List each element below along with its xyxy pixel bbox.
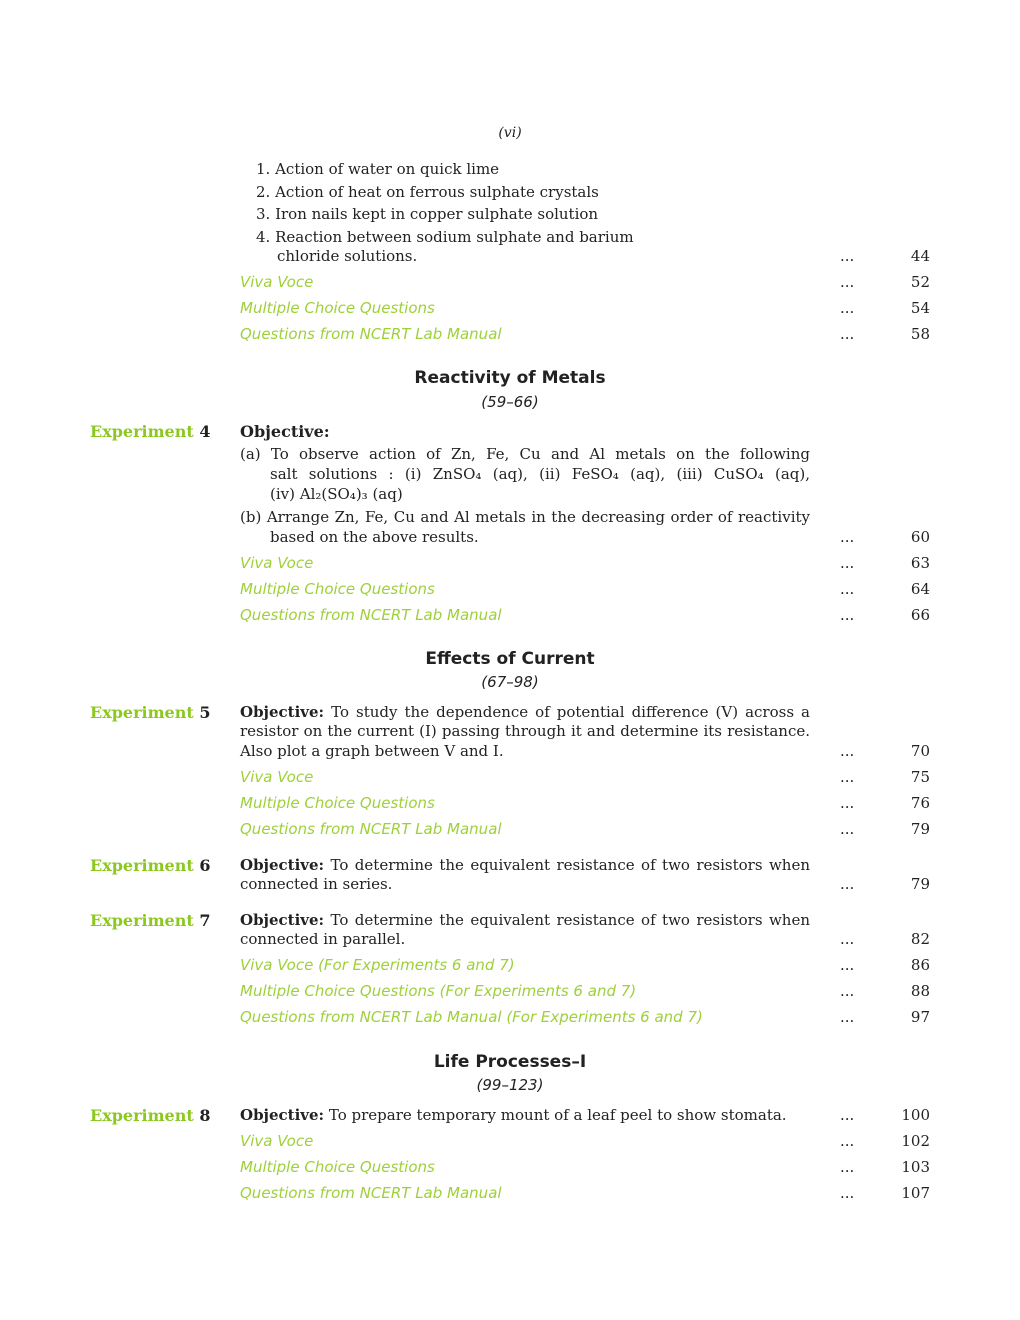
leader-dots: ... xyxy=(840,325,855,343)
objective-text: (a) To observe action of Zn, Fe, Cu and Al metals on the following xyxy=(240,445,810,463)
objective-text: Also plot a graph between V and I. xyxy=(240,742,504,760)
leader-dots: ... xyxy=(840,528,855,546)
objective-text: connected in parallel. xyxy=(240,930,406,948)
page-number: 75 xyxy=(910,768,930,786)
page-number: 70 xyxy=(910,742,930,760)
page-number: 107 xyxy=(901,1184,930,1202)
leader-dots: ... xyxy=(840,1184,855,1202)
viva-voce-link[interactable]: Viva Voce xyxy=(240,1132,314,1150)
section-title: Life Processes–I xyxy=(433,1052,587,1072)
objective-text: Objective: To determine the equivalent resistance of two resistors when xyxy=(240,856,810,874)
leader-dots: ... xyxy=(840,742,855,760)
mcq-link[interactable]: Multiple Choice Questions xyxy=(240,580,435,598)
leader-dots: ... xyxy=(840,247,855,265)
leader-dots: ... xyxy=(840,875,855,893)
page-number: 102 xyxy=(901,1132,930,1150)
leader-dots: ... xyxy=(840,554,855,572)
page-number: 103 xyxy=(901,1158,930,1176)
viva-voce-link[interactable]: Viva Voce xyxy=(240,768,314,786)
leader-dots: ... xyxy=(840,820,855,838)
experiment-label: Experiment 5 xyxy=(90,703,211,722)
viva-voce-link[interactable]: Viva Voce xyxy=(240,273,314,291)
section-range: (99–123) xyxy=(476,1076,544,1094)
section-title: Reactivity of Metals xyxy=(414,368,606,388)
page-number: 82 xyxy=(910,930,930,948)
leader-dots: ... xyxy=(840,1158,855,1176)
ncert-questions-link[interactable]: Questions from NCERT Lab Manual xyxy=(240,1184,502,1202)
experiment-label: Experiment 8 xyxy=(90,1106,211,1125)
leader-dots: ... xyxy=(840,580,855,598)
objective-text: (b) Arrange Zn, Fe, Cu and Al metals in the decreasing order of reactivity xyxy=(240,508,810,526)
leader-dots: ... xyxy=(840,768,855,786)
page-number: 64 xyxy=(910,580,930,598)
objective-text: connected in series. xyxy=(240,875,393,893)
leader-dots: ... xyxy=(840,273,855,291)
leader-dots: ... xyxy=(840,794,855,812)
page-number: 66 xyxy=(910,606,930,624)
page-number: 97 xyxy=(910,1008,930,1026)
page-number: 44 xyxy=(910,247,930,265)
leader-dots: ... xyxy=(840,956,855,974)
ncert-questions-link[interactable]: Questions from NCERT Lab Manual xyxy=(240,325,502,343)
page-number: 52 xyxy=(910,273,930,291)
viva-voce-link[interactable]: Viva Voce xyxy=(240,554,314,572)
ncert-questions-link[interactable]: Questions from NCERT Lab Manual (For Experiments 6 and 7) xyxy=(240,1008,703,1026)
leader-dots: ... xyxy=(840,299,855,317)
toc-list-item: 2. Action of heat on ferrous sulphate crystals xyxy=(256,183,599,201)
objective-heading: Objective: xyxy=(240,422,330,441)
leader-dots: ... xyxy=(840,982,855,1000)
page-number: 100 xyxy=(901,1106,930,1124)
experiment-label: Experiment 6 xyxy=(90,856,211,875)
toc-list-item: 4. Reaction between sodium sulphate and barium xyxy=(256,228,634,246)
viva-voce-link[interactable]: Viva Voce (For Experiments 6 and 7) xyxy=(240,956,515,974)
page-folio: (vi) xyxy=(498,125,522,141)
toc-list-item: 3. Iron nails kept in copper sulphate solution xyxy=(256,205,599,223)
section-range: (67–98) xyxy=(481,673,539,691)
objective-text: salt solutions : (i) ZnSO₄ (aq), (ii) FeSO₄ (aq), (iii) CuSO₄ (aq), xyxy=(270,465,810,483)
page-number: 60 xyxy=(910,528,930,546)
section-title: Effects of Current xyxy=(425,649,595,669)
objective-text: based on the above results. xyxy=(270,528,479,546)
mcq-link[interactable]: Multiple Choice Questions xyxy=(240,794,435,812)
page-number: 63 xyxy=(910,554,930,572)
ncert-questions-link[interactable]: Questions from NCERT Lab Manual xyxy=(240,820,502,838)
leader-dots: ... xyxy=(840,1008,855,1026)
leader-dots: ... xyxy=(840,930,855,948)
mcq-link[interactable]: Multiple Choice Questions xyxy=(240,1158,435,1176)
page-number: 58 xyxy=(910,325,930,343)
toc-list-item: 1. Action of water on quick lime xyxy=(256,160,500,178)
section-range: (59–66) xyxy=(481,393,539,411)
page-number: 76 xyxy=(910,794,930,812)
objective-text: (iv) Al₂(SO₄)₃ (aq) xyxy=(270,485,403,503)
ncert-questions-link[interactable]: Questions from NCERT Lab Manual xyxy=(240,606,502,624)
experiment-label: Experiment 7 xyxy=(90,911,211,930)
mcq-link[interactable]: Multiple Choice Questions (For Experiments 6 and 7) xyxy=(240,982,637,1000)
objective-text: resistor on the current (I) passing through it and determine its resistance. xyxy=(240,722,810,740)
objective-text: Objective: To prepare temporary mount of a leaf peel to show stomata. xyxy=(240,1106,787,1124)
toc-list-item-cont: chloride solutions. xyxy=(277,247,418,265)
page-number: 79 xyxy=(910,875,930,893)
page-number: 54 xyxy=(910,299,930,317)
objective-text: Objective: To study the dependence of potential difference (V) across a xyxy=(240,703,810,721)
experiment-label: Experiment 4 xyxy=(90,422,211,441)
page-number: 86 xyxy=(910,956,930,974)
objective-text: Objective: To determine the equivalent resistance of two resistors when xyxy=(240,911,810,929)
leader-dots: ... xyxy=(840,1132,855,1150)
leader-dots: ... xyxy=(840,606,855,624)
leader-dots: ... xyxy=(840,1106,855,1124)
mcq-link[interactable]: Multiple Choice Questions xyxy=(240,299,435,317)
page-number: 88 xyxy=(910,982,930,1000)
page-number: 79 xyxy=(910,820,930,838)
